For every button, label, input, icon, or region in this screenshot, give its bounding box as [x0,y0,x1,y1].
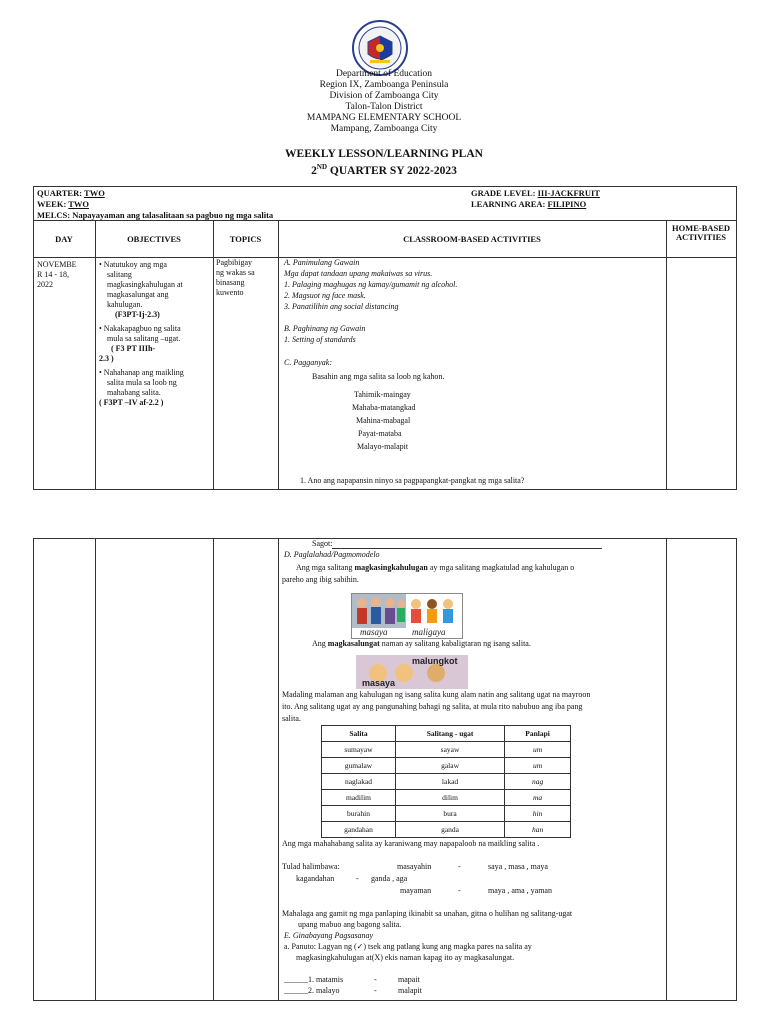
col-header-objectives: OBJECTIVES [127,234,181,244]
divider [213,220,214,489]
header-line-1: Department of Education [335,69,433,79]
table-row: gandahan ganda han [322,822,571,838]
answer-blank[interactable]: ______ [284,975,308,984]
section-e-instruction-2: magkasingkahulugan at(X) ekis naman kapag ito ay magkasalungat. [296,953,515,962]
section-d-para-5a: Mahalaga ang gamit ng mga panlaping ikinabit sa unahan, gitna o hulihan ng salitang-ugat [282,909,573,918]
section-e-heading: E. Ginabayang Pagsasanay [284,931,374,940]
section-c-intro: Basahin ang mga salita sa loob ng kahon. [312,372,445,381]
divider [666,220,667,489]
word-pair-4: Payat-mataba [358,429,402,438]
learning-area-row: LEARNING AREA: FILIPINO [471,199,587,209]
col-header-day: DAY [55,234,73,244]
root-word-table [321,725,571,838]
section-a-item-3: 3. Panatilihin ang social distancing [284,302,399,311]
section-a-heading: A. Panimulang Gawain [284,258,360,267]
section-e-instruction-1: a. Panuto: Lagyan ng (✓) tsek ang patlang kung ang magka pares na salita ay [284,942,532,951]
exercise-item-1-dash: - [374,975,377,984]
objectives-cell: • Natutukoy ang mga salitang magkasingkahulugan at magkasalungat ang kahulugan. (F3PT-Ij-2.3) • Nakakapagbuo ng salita mula sa salitang –ugat. ( F3 PT IIIh- 2.3 ) • Nahahanap ang maikling salita mula sa loob ng mahabang salita. ( F3PT –IV af-2.2 ) [99,260,184,407]
exercise-item-1-pair: mapait [398,975,420,984]
school-address: Mampang, Zamboanga City [330,124,438,134]
people-cartoon-icon [352,594,462,628]
header-line-3: Division of Zamboanga City [329,91,439,101]
plan-subtitle: 2ND QUARTER SY 2022-2023 [311,163,457,177]
example-label: Tulad halimbawa: [282,862,340,871]
header-line-4: Talon-Talon District [345,102,423,112]
table-row: naglakad lakad nag [322,774,571,790]
exercise-item-1: ______1. matamis [284,975,344,984]
divider [95,220,96,489]
table-row: madilim dilim ma [322,790,571,806]
section-a-item-2: 2. Magsuot ng face mask. [284,291,366,300]
melcs-row: MELCS: Napayayaman ang talasalitaan sa pagbuo ng mga salita [37,210,274,220]
exercise-item-2-dash: - [374,986,377,995]
section-d-para-5b: upang mabuo ang bagong salita. [298,920,402,929]
exercise-item-2: ______2. malayo [284,986,340,995]
word-pair-3: Mahina-mabagal [356,416,411,425]
example-1-word: masayahin [397,862,432,871]
section-d-para-3a: Madaling malaman ang kahulugan ng isang salita kung alam natin ang salitang ugat na mayroon [282,690,591,699]
table-row: sumayaw sayaw um [322,742,571,758]
col-header-classroom: CLASSROOM-BASED ACTIVITIES [403,234,541,244]
example-3-dash: - [458,886,461,895]
word-pair-5: Malayo-malapit [357,442,409,451]
divider [278,220,279,489]
grade-level-row: GRADE LEVEL: III-JACKFRUIT [471,188,600,198]
example-2-word: kagandahan [296,874,335,883]
topics-cell: Pagbibigay ng wakas sa binasang kuwento [216,258,255,297]
word-pair-1: Tahimik-maingay [354,390,411,399]
section-a-intro: Mga dapat tandaan upang makaiwas sa virus. [284,269,433,278]
table-row: gumalaw galaw um [322,758,571,774]
section-d-para-3c: salita. [282,714,301,723]
divider [666,538,667,1000]
divider [95,538,96,1000]
col-header-home: HOME-BASED ACTIVITIES [671,223,731,242]
divider [33,257,736,258]
section-b-heading: B. Paghinang ng Gawain [284,324,366,333]
synonym-illustration: masaya maligaya [351,593,463,639]
section-d-para-1b: pareho ang ibig sabihin. [282,575,359,584]
header-line-2: Region IX, Zamboanga Peninsula [319,80,449,90]
deped-seal-icon [352,20,408,76]
word-pair-2: Mahaba-matangkad [352,403,416,412]
section-c-heading: C. Pagganyak: [284,358,332,367]
plan-title: WEEKLY LESSON/LEARNING PLAN [285,148,483,160]
example-1-dash: - [458,862,461,871]
antonym-illustration: malungkot masaya [356,655,468,689]
answer-line: Sagot: [312,539,602,549]
section-d-heading: D. Paglalahad/Pagmomodelo [284,550,380,559]
week-row: WEEK: TWO [37,199,90,209]
divider [278,538,279,1000]
example-3-word: mayaman [400,886,432,895]
table-row: burahin bura hin [322,806,571,822]
day-cell: NOVEMBE R 14 - 18, 2022 [37,260,77,289]
section-d-para-4: Ang mga mahahabang salita ay karaniwang may napapaloob na maikling salita . [282,839,540,848]
section-b-item-1: 1. Setting of standards [284,335,356,344]
answer-blank[interactable] [332,540,602,549]
col-header-topics: TOPICS [229,234,262,244]
example-2-dash: - [356,874,359,883]
example-1-parts: saya , masa , maya [488,862,548,871]
example-2-parts: ganda , aga [371,874,408,883]
table-header-row: Salita Salitang - ugat Panlapi [322,726,571,742]
section-d-para-2: Ang magkasalungat naman ay salitang kabaligtaran ng isang salita. [312,639,531,648]
answer-blank[interactable]: ______ [284,986,308,995]
section-a-item-1: 1. Palaging maghugas ng kamay/gumamit ng alcohol. [284,280,458,289]
motivation-question: 1. Ano ang napapansin ninyo sa pagpapangkat-pangkat ng mga salita? [300,476,525,485]
school-name: MAMPANG ELEMENTARY SCHOOL [306,113,462,123]
example-3-parts: maya , ama , yaman [488,886,552,895]
exercise-item-2-pair: malapit [398,986,422,995]
divider [213,538,214,1000]
quarter-row: QUARTER: TWO [37,188,105,198]
section-d-para-1: Ang mga salitang magkasingkahulugan ay mga salitang magkatulad ang kahulugan o [296,563,575,572]
divider [33,220,736,221]
section-d-para-3b: ito. Ang salitang ugat ay ang pangunahing bahagi ng salita, at mula rito nabubuo ang iba pang [282,702,583,711]
